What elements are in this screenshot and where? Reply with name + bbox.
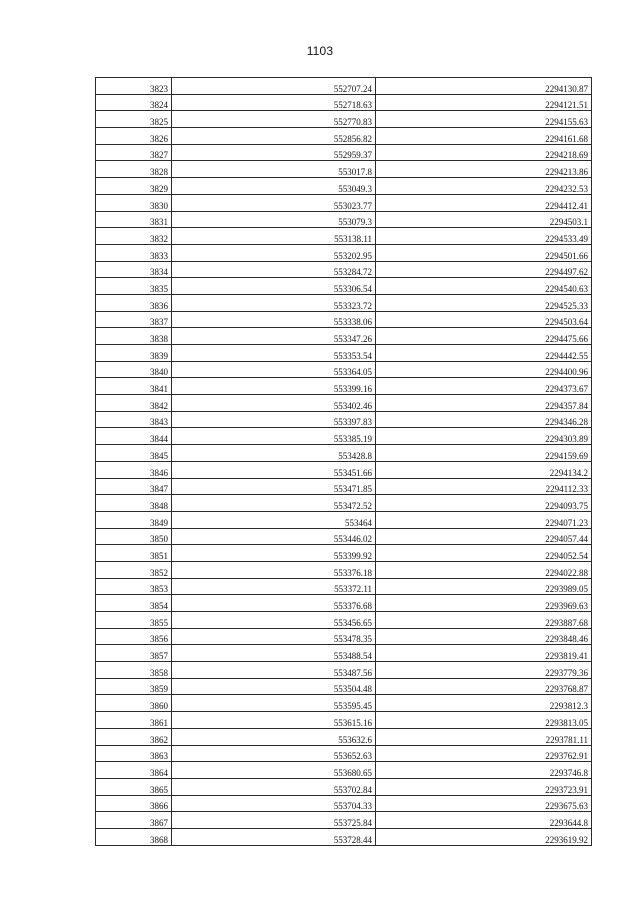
- point-number-cell: 3830: [96, 194, 172, 211]
- table-row: [96, 378, 592, 395]
- table-row: [96, 511, 592, 528]
- y-coordinate-cell: 2294134.2: [376, 461, 592, 478]
- table-row: [96, 94, 592, 111]
- x-coordinate-cell: 553456.65: [172, 612, 376, 629]
- table-row: [96, 461, 592, 478]
- y-coordinate-cell: 2294121.51: [376, 94, 592, 111]
- y-coordinate-cell: 2293848.46: [376, 628, 592, 645]
- point-number-cell: 3833: [96, 244, 172, 261]
- table-row: [96, 345, 592, 362]
- point-number-cell: 3843: [96, 411, 172, 428]
- table-row: [96, 612, 592, 629]
- x-coordinate-cell: 552770.83: [172, 111, 376, 128]
- table-row: [96, 278, 592, 295]
- point-number-cell: 3853: [96, 578, 172, 595]
- table-row: [96, 712, 592, 729]
- table-row: [96, 361, 592, 378]
- coordinates-table: [95, 77, 592, 846]
- point-number-cell: 3836: [96, 294, 172, 311]
- point-number-cell: 3868: [96, 828, 172, 845]
- table-row: [96, 778, 592, 795]
- y-coordinate-cell: 2293812.3: [376, 695, 592, 712]
- y-coordinate-cell: 2294130.87: [376, 78, 592, 95]
- y-coordinate-cell: 2294540.63: [376, 278, 592, 295]
- point-number-cell: 3840: [96, 361, 172, 378]
- y-coordinate-cell: 2294159.69: [376, 445, 592, 462]
- y-coordinate-cell: 2294503.1: [376, 211, 592, 228]
- point-number-cell: 3831: [96, 211, 172, 228]
- point-number-cell: 3862: [96, 728, 172, 745]
- x-coordinate-cell: 553402.46: [172, 395, 376, 412]
- point-number-cell: 3845: [96, 445, 172, 462]
- x-coordinate-cell: 553284.72: [172, 261, 376, 278]
- table-row: [96, 78, 592, 95]
- x-coordinate-cell: 553364.05: [172, 361, 376, 378]
- y-coordinate-cell: 2293675.63: [376, 795, 592, 812]
- x-coordinate-cell: 553372.11: [172, 578, 376, 595]
- table-row: [96, 645, 592, 662]
- point-number-cell: 3856: [96, 628, 172, 645]
- table-row: [96, 812, 592, 829]
- point-number-cell: 3834: [96, 261, 172, 278]
- x-coordinate-cell: 553471.85: [172, 478, 376, 495]
- point-number-cell: 3828: [96, 161, 172, 178]
- table-row: [96, 211, 592, 228]
- y-coordinate-cell: 2293819.41: [376, 645, 592, 662]
- y-coordinate-cell: 2294373.67: [376, 378, 592, 395]
- point-number-cell: 3867: [96, 812, 172, 829]
- table-row: [96, 161, 592, 178]
- point-number-cell: 3827: [96, 144, 172, 161]
- table-row: [96, 411, 592, 428]
- y-coordinate-cell: 2294412.41: [376, 194, 592, 211]
- point-number-cell: 3832: [96, 228, 172, 245]
- x-coordinate-cell: 553079.3: [172, 211, 376, 228]
- table-row: [96, 495, 592, 512]
- y-coordinate-cell: 2293779.36: [376, 662, 592, 679]
- y-coordinate-cell: 2293723.91: [376, 778, 592, 795]
- table-row: [96, 128, 592, 145]
- y-coordinate-cell: 2294071.23: [376, 511, 592, 528]
- table-row: [96, 578, 592, 595]
- point-number-cell: 3863: [96, 745, 172, 762]
- x-coordinate-cell: 553399.16: [172, 378, 376, 395]
- x-coordinate-cell: 553138.11: [172, 228, 376, 245]
- y-coordinate-cell: 2294525.33: [376, 294, 592, 311]
- point-number-cell: 3858: [96, 662, 172, 679]
- x-coordinate-cell: 552718.63: [172, 94, 376, 111]
- point-number-cell: 3864: [96, 762, 172, 779]
- point-number-cell: 3846: [96, 461, 172, 478]
- table-row: [96, 528, 592, 545]
- y-coordinate-cell: 2294057.44: [376, 528, 592, 545]
- y-coordinate-cell: 2294093.75: [376, 495, 592, 512]
- x-coordinate-cell: 553306.54: [172, 278, 376, 295]
- x-coordinate-cell: 553615.16: [172, 712, 376, 729]
- x-coordinate-cell: 552856.82: [172, 128, 376, 145]
- table-row: [96, 795, 592, 812]
- table-row: [96, 428, 592, 445]
- x-coordinate-cell: 553323.72: [172, 294, 376, 311]
- point-number-cell: 3837: [96, 311, 172, 328]
- table-row: [96, 144, 592, 161]
- table-row: [96, 745, 592, 762]
- x-coordinate-cell: 553478.35: [172, 628, 376, 645]
- y-coordinate-cell: 2294303.89: [376, 428, 592, 445]
- table-row: [96, 678, 592, 695]
- table-row: [96, 395, 592, 412]
- y-coordinate-cell: 2294213.86: [376, 161, 592, 178]
- table-row: [96, 662, 592, 679]
- x-coordinate-cell: 552707.24: [172, 78, 376, 95]
- page-number: 1103: [306, 44, 334, 58]
- x-coordinate-cell: 553017.8: [172, 161, 376, 178]
- x-coordinate-cell: 553023.77: [172, 194, 376, 211]
- table-row: [96, 478, 592, 495]
- y-coordinate-cell: 2294346.28: [376, 411, 592, 428]
- point-number-cell: 3844: [96, 428, 172, 445]
- y-coordinate-cell: 2294052.54: [376, 545, 592, 562]
- point-number-cell: 3847: [96, 478, 172, 495]
- x-coordinate-cell: 553504.48: [172, 678, 376, 695]
- point-number-cell: 3852: [96, 561, 172, 578]
- point-number-cell: 3859: [96, 678, 172, 695]
- y-coordinate-cell: 2294503.64: [376, 311, 592, 328]
- y-coordinate-cell: 2293762.91: [376, 745, 592, 762]
- x-coordinate-cell: 553347.26: [172, 328, 376, 345]
- y-coordinate-cell: 2293989.05: [376, 578, 592, 595]
- y-coordinate-cell: 2294497.62: [376, 261, 592, 278]
- point-number-cell: 3824: [96, 94, 172, 111]
- table-row: [96, 595, 592, 612]
- y-coordinate-cell: 2293887.68: [376, 612, 592, 629]
- table-row: [96, 244, 592, 261]
- x-coordinate-cell: 553385.19: [172, 428, 376, 445]
- table-row: [96, 328, 592, 345]
- point-number-cell: 3838: [96, 328, 172, 345]
- table-row: [96, 294, 592, 311]
- table-row: [96, 445, 592, 462]
- table-row: [96, 828, 592, 845]
- point-number-cell: 3842: [96, 395, 172, 412]
- table-row: [96, 111, 592, 128]
- point-number-cell: 3841: [96, 378, 172, 395]
- table-row: [96, 228, 592, 245]
- y-coordinate-cell: 2294442.55: [376, 345, 592, 362]
- x-coordinate-cell: 553680.65: [172, 762, 376, 779]
- point-number-cell: 3850: [96, 528, 172, 545]
- x-coordinate-cell: 553428.8: [172, 445, 376, 462]
- y-coordinate-cell: 2293746.8: [376, 762, 592, 779]
- point-number-cell: 3829: [96, 178, 172, 195]
- point-number-cell: 3826: [96, 128, 172, 145]
- y-coordinate-cell: 2293969.63: [376, 595, 592, 612]
- x-coordinate-cell: 553049.3: [172, 178, 376, 195]
- point-number-cell: 3823: [96, 78, 172, 95]
- point-number-cell: 3861: [96, 712, 172, 729]
- x-coordinate-cell: 553338.06: [172, 311, 376, 328]
- y-coordinate-cell: 2293768.87: [376, 678, 592, 695]
- x-coordinate-cell: 553652.63: [172, 745, 376, 762]
- x-coordinate-cell: 553702.84: [172, 778, 376, 795]
- y-coordinate-cell: 2294218.69: [376, 144, 592, 161]
- table-row: [96, 261, 592, 278]
- x-coordinate-cell: 553397.83: [172, 411, 376, 428]
- y-coordinate-cell: 2294533.49: [376, 228, 592, 245]
- point-number-cell: 3851: [96, 545, 172, 562]
- x-coordinate-cell: 553487.56: [172, 662, 376, 679]
- y-coordinate-cell: 2294357.84: [376, 395, 592, 412]
- x-coordinate-cell: 553446.02: [172, 528, 376, 545]
- point-number-cell: 3835: [96, 278, 172, 295]
- x-coordinate-cell: 553451.66: [172, 461, 376, 478]
- y-coordinate-cell: 2293619.92: [376, 828, 592, 845]
- x-coordinate-cell: 553704.33: [172, 795, 376, 812]
- x-coordinate-cell: 553464: [172, 511, 376, 528]
- point-number-cell: 3857: [96, 645, 172, 662]
- table-row: [96, 728, 592, 745]
- y-coordinate-cell: 2294501.66: [376, 244, 592, 261]
- point-number-cell: 3855: [96, 612, 172, 629]
- point-number-cell: 3839: [96, 345, 172, 362]
- x-coordinate-cell: 553202.95: [172, 244, 376, 261]
- point-number-cell: 3865: [96, 778, 172, 795]
- table-row: [96, 178, 592, 195]
- point-number-cell: 3860: [96, 695, 172, 712]
- y-coordinate-cell: 2294161.68: [376, 128, 592, 145]
- x-coordinate-cell: 553595.45: [172, 695, 376, 712]
- coordinates-table-body: [96, 78, 592, 846]
- point-number-cell: 3866: [96, 795, 172, 812]
- x-coordinate-cell: 553632.6: [172, 728, 376, 745]
- y-coordinate-cell: 2293644.8: [376, 812, 592, 829]
- y-coordinate-cell: 2293813.05: [376, 712, 592, 729]
- x-coordinate-cell: 553725.84: [172, 812, 376, 829]
- table-row: [96, 762, 592, 779]
- y-coordinate-cell: 2294232.53: [376, 178, 592, 195]
- y-coordinate-cell: 2294475.66: [376, 328, 592, 345]
- point-number-cell: 3825: [96, 111, 172, 128]
- x-coordinate-cell: 553488.54: [172, 645, 376, 662]
- x-coordinate-cell: 553353.54: [172, 345, 376, 362]
- table-row: [96, 194, 592, 211]
- point-number-cell: 3854: [96, 595, 172, 612]
- table-row: [96, 561, 592, 578]
- x-coordinate-cell: 552959.37: [172, 144, 376, 161]
- table-row: [96, 695, 592, 712]
- point-number-cell: 3848: [96, 495, 172, 512]
- x-coordinate-cell: 553376.18: [172, 561, 376, 578]
- x-coordinate-cell: 553728.44: [172, 828, 376, 845]
- table-row: [96, 628, 592, 645]
- y-coordinate-cell: 2294112.33: [376, 478, 592, 495]
- y-coordinate-cell: 2294022.88: [376, 561, 592, 578]
- y-coordinate-cell: 2293781.11: [376, 728, 592, 745]
- x-coordinate-cell: 553472.52: [172, 495, 376, 512]
- x-coordinate-cell: 553376.68: [172, 595, 376, 612]
- point-number-cell: 3849: [96, 511, 172, 528]
- table-row: [96, 545, 592, 562]
- y-coordinate-cell: 2294155.63: [376, 111, 592, 128]
- table-row: [96, 311, 592, 328]
- y-coordinate-cell: 2294400.96: [376, 361, 592, 378]
- x-coordinate-cell: 553399.92: [172, 545, 376, 562]
